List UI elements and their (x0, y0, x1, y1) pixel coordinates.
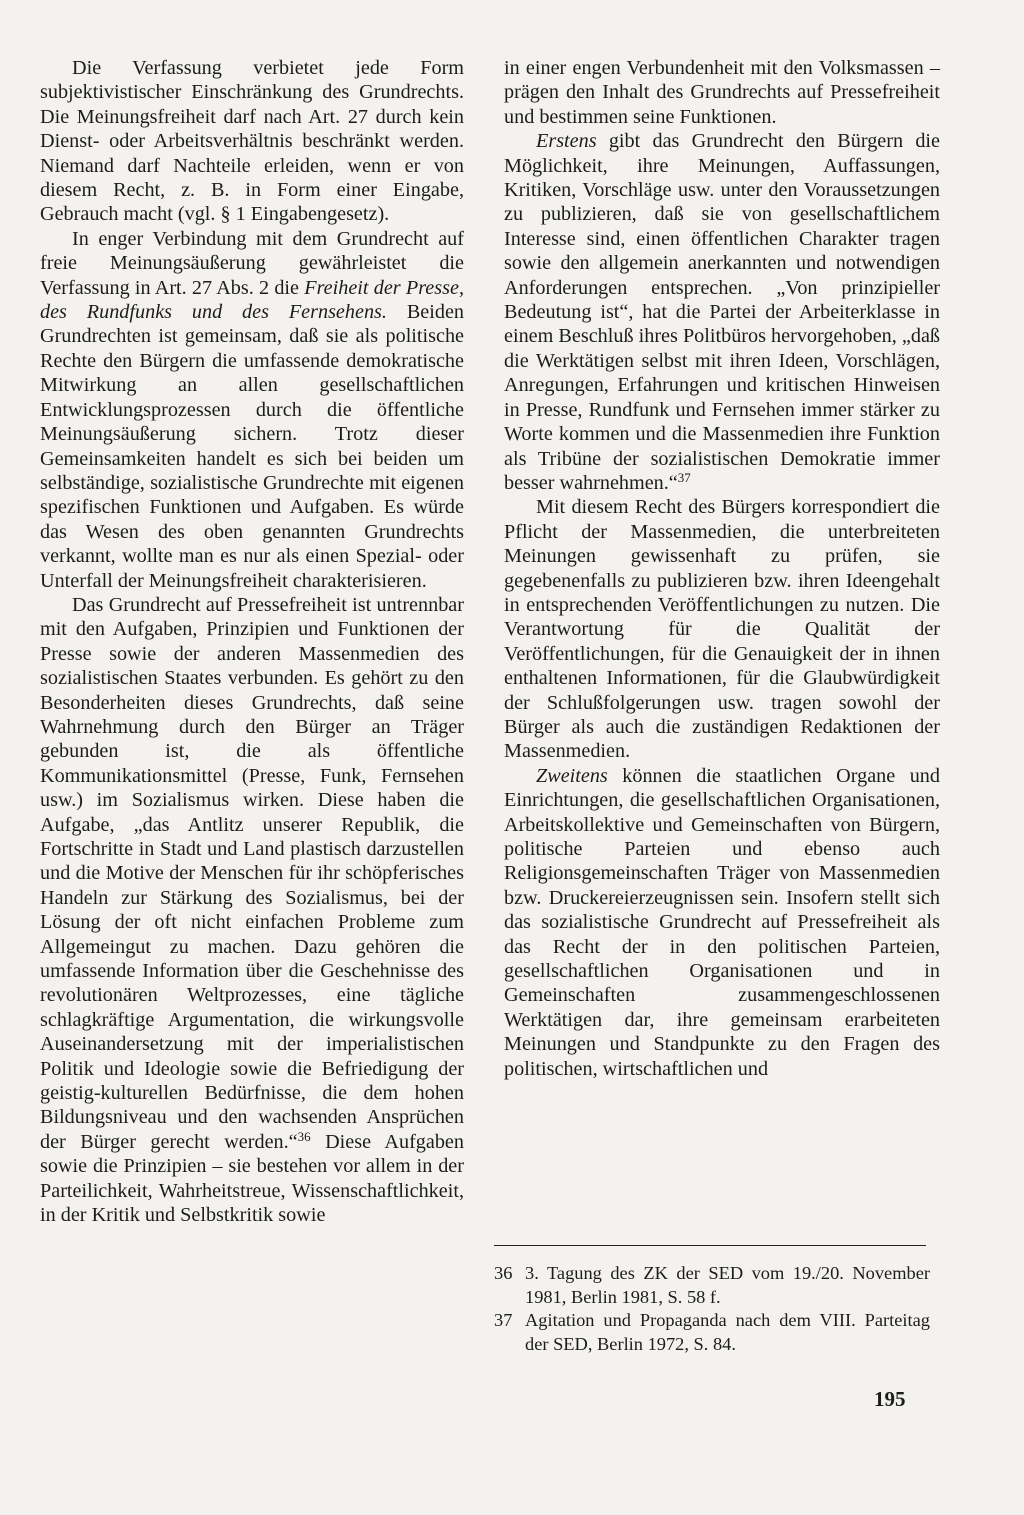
paragraph: Mit diesem Recht des Bürgers korrespondiert die Pflicht der Massenmedien, die unterbreiteten Meinungen gewissenhaft zu prüfen, sie gegebenenfalls zu publizieren bzw. ihren Ideengehalt in entsprechenden Veröffentlichungen zu nutzen. Die Verantwortung für die Qualität der Veröffentlichungen, für die Genauigkeit der in ihnen enthaltenen Informationen, für die Glaubwürdigkeit der Schlußfolgerungen usw. tragen sowohl der Bürger als auch die zuständigen Redaktionen der Massenmedien. (504, 496, 940, 763)
paragraph: in einer engen Verbundenheit mit den Volksmassen – prägen den Inhalt des Grundrechts auf Pressefreiheit und bestimmen seine Funktionen. (504, 57, 940, 128)
page-number: 195 (874, 1387, 906, 1411)
italic-phrase: Zweitens (536, 764, 608, 787)
left-column (40, 56, 464, 1228)
paragraph (40, 227, 464, 593)
footnote-text: 3. Tagung des ZK der SED vom 19./20. November 1981, Berlin 1981, S. 58 f. (525, 1263, 930, 1307)
footnote-text: Agitation und Propaganda nach dem VIII. Parteitag der SED, Berlin 1972, S. 84. (525, 1310, 930, 1354)
footnote (494, 1262, 930, 1309)
footnote-number: 36 (494, 1263, 513, 1283)
footnote-number: 37 (494, 1310, 513, 1330)
text-run: gibt das Grundrecht den Bürgern die Möglichkeit, ihre Meinungen, Auffassungen, Kritiken, Vorschläge usw. unter den Voraussetzungen zu publizieren, daß sie von gesellschaftlichem Interesse sind, einen öffentlichen Charakter tragen sowie den allgemein anerkannten und notwendigen Anforderungen entsprechen. „Von prinzipieller Bedeutung ist“, hat die Partei der Arbeiterklasse in einem Beschluß ihres Politbüros hervorgehoben, „daß die Werktätigen selbst mit ihren Ideen, Vorschlägen, Anregungen, Erfahrungen und kritischen Hinweisen in Presse, Rundfunk und Fernsehen immer stärker zu Worte kommen und die Massenmedien ihre Funktion als Tribüne der sozialistischen Demokratie immer besser wahrnehmen.“ (504, 130, 940, 494)
paragraph (504, 129, 940, 495)
text-run: Das Grundrecht auf Pressefreiheit ist untrennbar mit den Aufgaben, Prinzipien und Funktionen der Presse sowie der anderen Massenmedien des sozialistischen Staates verbunden. Es gehört zu den Besonderheiten dieses Grundrechts, daß seine Wahrnehmung durch den Bürger an Träger gebunden ist, die als öffentliche Kommunikationsmittel (Presse, Funk, Fernsehen usw.) im Sozialismus wirken. Diese haben die Aufgabe, „das Antlitz unserer Republik, die Fortschritte in Stadt und Land plastisch darzustellen und die Motive der Menschen für ihr schöpferisches Handeln zur Stärkung des Sozialismus, bei der Lösung der oft nicht einfachen Probleme zum Allgemeingut zu machen. Dazu gehören die umfassende Information über die Geschehnisse des revolutionären Weltprozesses, eine tägliche schlagkräftige Argumentation, die wirkungsvolle Auseinandersetzung mit der imperialistischen Politik und Ideologie sowie die Befriedigung der geistig-kulturellen Bedürfnisse, die dem hohen Bildungsniveau und den wachsenden Ansprüchen der Bürger gerecht werden.“ (40, 593, 464, 1153)
footnotes (494, 1262, 930, 1356)
text-run: Beiden Grundrechten ist gemeinsam, daß sie als politische Rechte den Bürgern die umfassende demokratische Mitwirkung an allen gesellschaftlichen Entwicklungsprozessen durch die öffentliche Meinungsäußerung sichern. Trotz dieser Gemeinsamkeiten handelt es sich bei beiden um selbständige, sozialistische Grundrechte mit eigenen spezifischen Funktionen und Aufgaben. Es würde das Wesen des oben genannten Grundrechts verkannt, wollte man es nur als einen Spezial- oder Unterfall der Meinungsfreiheit charakterisieren. (40, 301, 464, 592)
footnote-divider (494, 1245, 926, 1246)
paragraph: Die Verfassung verbietet jede Form subjektivistischer Einschränkung des Grundrechts. Die Meinungsfreiheit darf nach Art. 27 durch kein Dienst- oder Arbeitsverhältnis beschränkt werden. Niemand darf Nachteile erleiden, wenn er von diesem Recht, z. B. in Form einer Eingabe, Gebrauch macht (vgl. § 1 Eingabengesetz). (40, 57, 464, 226)
text-run: Diese Aufgaben sowie die Prinzipien – sie bestehen vor allem in der Parteilichkeit, Wahrheitstreue, Wissenschaftlichkeit, in der Kritik und Selbstkritik sowie (40, 1130, 464, 1227)
paragraph (40, 593, 464, 1228)
italic-phrase: Freiheit der Presse, des Rundfunks und des Fernsehens. (40, 276, 464, 324)
paragraph (504, 764, 940, 1081)
footnote-ref[interactable]: 36 (297, 1128, 311, 1144)
footnote (494, 1309, 930, 1356)
text-run: können die staatlichen Organe und Einrichtungen, die gesellschaftlichen Organisationen, Arbeitskollektive und Gemeinschaften von Bürgern, politische Parteien und ebenso auch Religionsgemeinschaften Träger von Massenmedien bzw. Druckereierzeugnissen sein. Insofern stellt sich das sozialistische Grundrecht auf Pressefreiheit als das Recht der in den politischen Parteien, gesellschaftlichen Organisationen und in Gemeinschaften zusammengeschlossenen Werktätigen dar, ihre gemeinsam erarbeiteten Meinungen und Standpunkte zu den Fragen des politischen, wirtschaftlichen und (504, 764, 940, 1080)
text-run: In enger Verbindung mit dem Grundrecht auf freie Meinungsäußerung gewährleistet die Verfassung in Art. 27 Abs. 2 die (40, 227, 464, 299)
italic-phrase: Erstens (536, 130, 597, 153)
footnote-ref[interactable]: 37 (677, 469, 691, 485)
right-column (504, 56, 940, 1081)
